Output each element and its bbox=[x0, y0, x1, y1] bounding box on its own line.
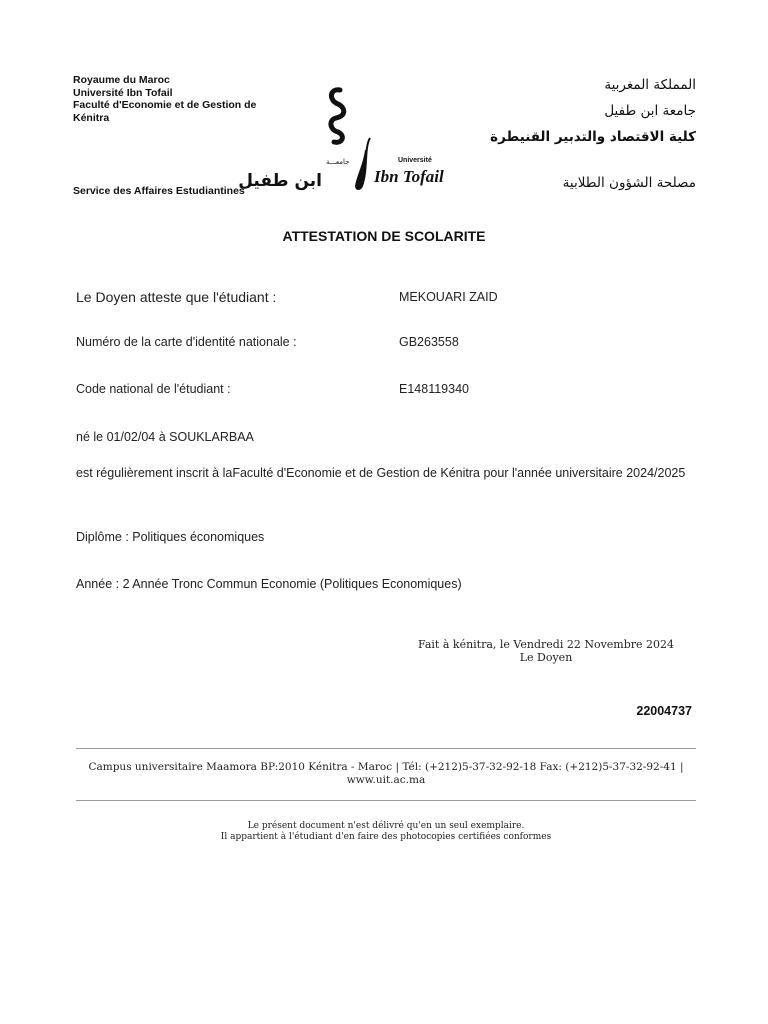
annee-line: Année : 2 Année Tronc Commun Economie (Politiques Economiques) bbox=[76, 577, 462, 591]
field-label-code: Code national de l'étudiant : bbox=[76, 382, 231, 396]
document-number: 22004737 bbox=[636, 704, 692, 718]
logo-ar-small: جامعـــة bbox=[326, 158, 350, 166]
field-value-student: MEKOUARI ZAID bbox=[399, 290, 498, 304]
logo-calligraphy-stroke bbox=[331, 90, 344, 143]
field-label-cin: Numéro de la carte d'identité nationale : bbox=[76, 335, 297, 349]
notice-line: Le présent document n'est délivré qu'en un seul exemplaire. bbox=[247, 821, 525, 831]
field-value-code: E148119340 bbox=[399, 382, 469, 396]
header-ar-line: المملكة المغربية bbox=[604, 77, 696, 93]
footer-address: Campus universitaire Maamora BP:2010 Kénitra - Maroc | Tél: (+212)5-37-32-92-18 Fax: (+212)5-37-32-92-41 | www.uit.ac.ma bbox=[88, 761, 684, 786]
enrollment-paragraph: est régulièrement inscrit à laFaculté d'Economie et de Gestion de Kénitra pour l'année universitaire 2024/2025 bbox=[76, 466, 686, 480]
logo-ar-name: ابن طفيل bbox=[238, 171, 322, 191]
logo-fr-name: Ibn Tofail bbox=[374, 167, 444, 186]
signer-role: Le Doyen bbox=[519, 651, 573, 664]
header-fr-block bbox=[73, 74, 283, 124]
place-date: Fait à kénitra, le Vendredi 22 Novembre 2024 bbox=[417, 638, 675, 651]
notice-line: Il appartient à l'étudiant d'en faire des photocopies certifiées conformes bbox=[220, 832, 552, 842]
logo-pen-stroke bbox=[356, 138, 370, 189]
document-title: ATTESTATION DE SCOLARITE bbox=[282, 228, 486, 244]
logo-graphic bbox=[238, 78, 448, 196]
header-fr-line: Kénitra bbox=[73, 111, 110, 124]
header-ar-line: جامعة ابن طفيل bbox=[604, 103, 696, 119]
birth-line: né le 01/02/04 à SOUKLARBAA bbox=[76, 430, 254, 444]
field-value-cin: GB263558 bbox=[399, 335, 459, 349]
service-fr: Service des Affaires Estudiantines bbox=[73, 185, 245, 197]
header-fr-line: Royaume du Maroc bbox=[73, 74, 170, 86]
header-fr-line: Université Ibn Tofail bbox=[73, 86, 173, 99]
logo-fr-small: Université bbox=[398, 157, 432, 164]
ibn-tofail-logo bbox=[238, 78, 448, 196]
field-label-student: Le Doyen atteste que l'étudiant : bbox=[76, 289, 277, 305]
header-ar-block bbox=[436, 72, 696, 150]
diplome-line: Diplôme : Politiques économiques bbox=[76, 530, 265, 544]
footer-divider-bottom bbox=[76, 800, 696, 801]
signature-block bbox=[410, 638, 682, 664]
service-ar: مصلحة الشؤون الطلابية bbox=[562, 175, 696, 191]
notice-block bbox=[76, 821, 696, 843]
header-fr-line: Faculté d'Economie et de Gestion de bbox=[73, 99, 257, 111]
header-ar-line: كلية الاقتصاد والتدبير القنيطرة bbox=[490, 129, 696, 145]
footer-divider-top bbox=[76, 748, 696, 749]
